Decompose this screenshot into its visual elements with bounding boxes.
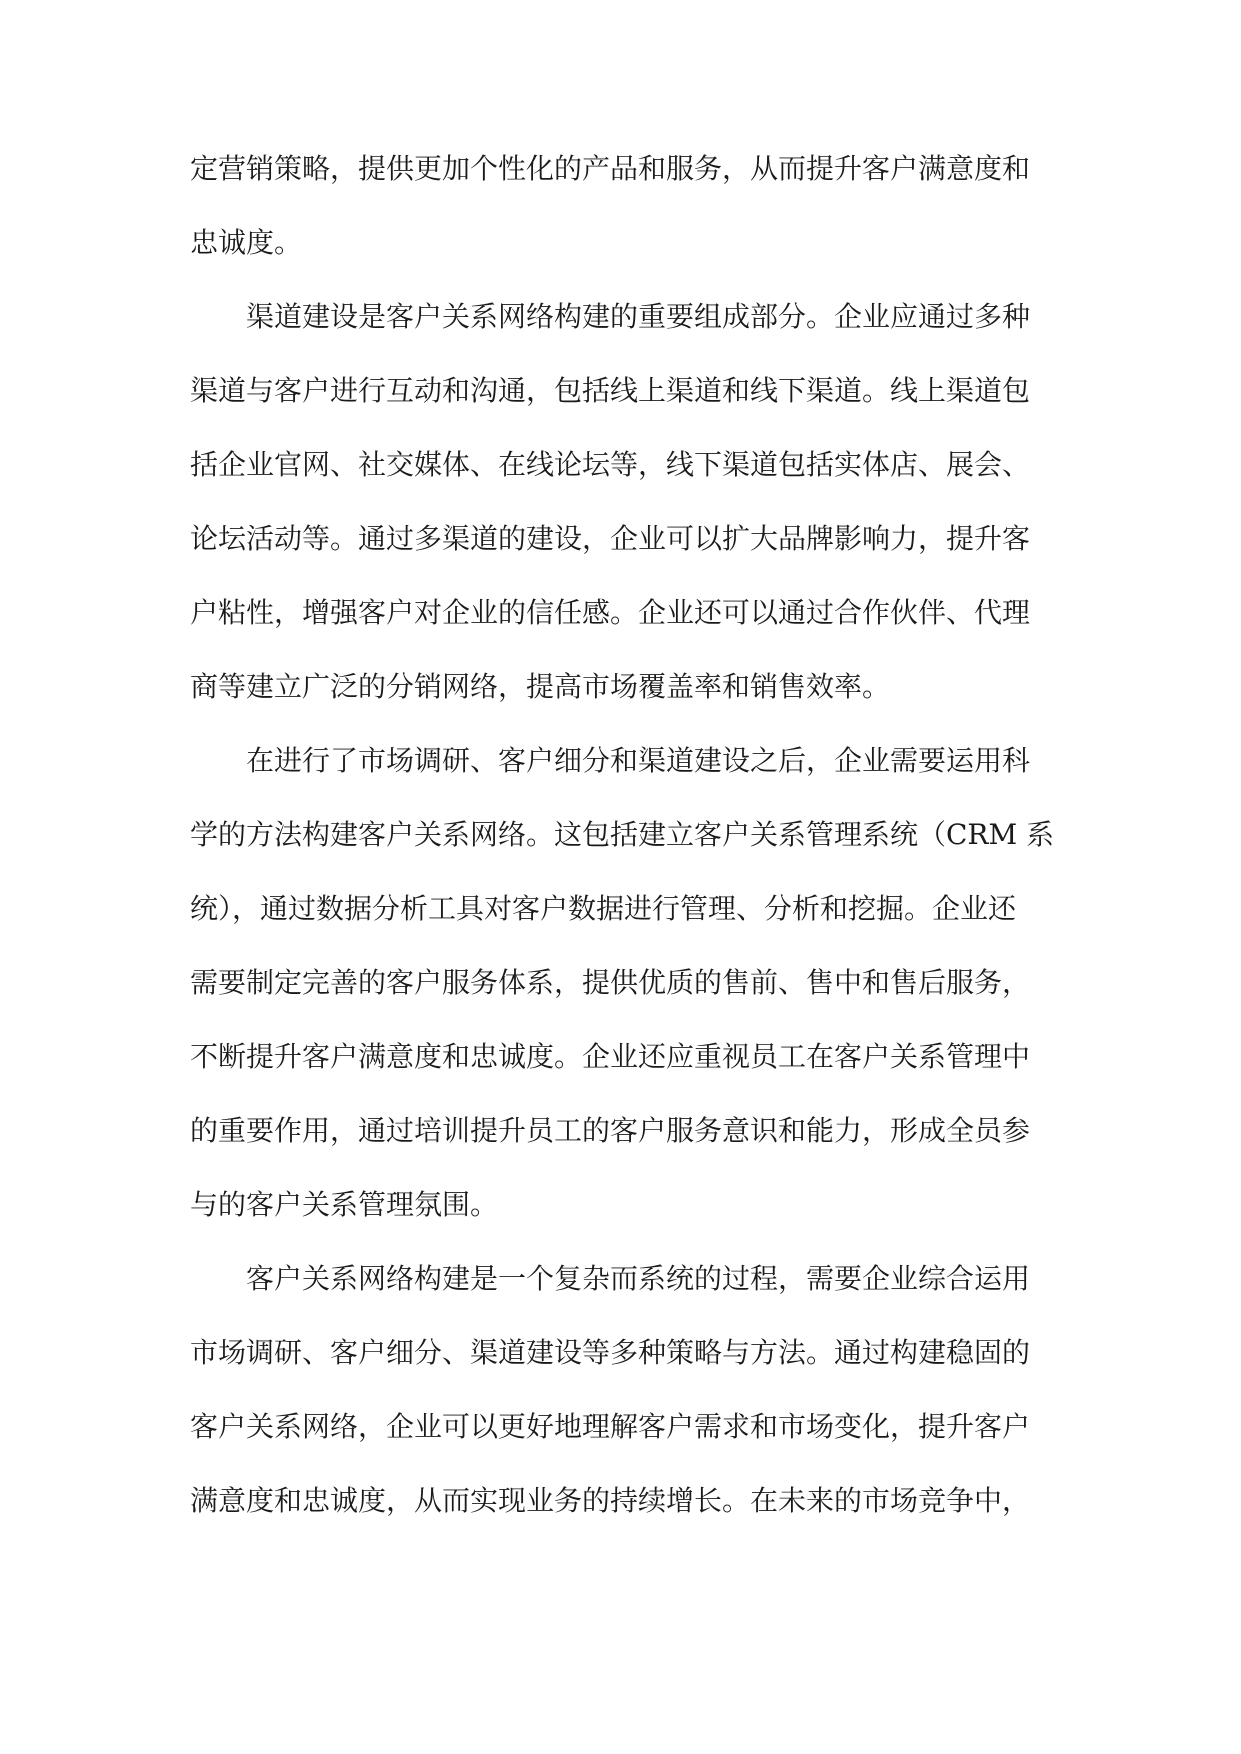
- text-line: 市场调研、客户细分、渠道建设等多种策略与方法。通过构建稳固的: [190, 1336, 1031, 1369]
- text-line: 学的方法构建客户关系网络。这包括建立客户关系管理系统（CRM 系: [190, 818, 1055, 851]
- text-line: 与的客户关系管理氛围。: [190, 1188, 499, 1221]
- text-line: 商等建立广泛的分销网络，提高市场覆盖率和销售效率。: [190, 670, 891, 703]
- text-line: 忠诚度。: [190, 226, 303, 259]
- body-text: [190, 132, 1064, 1538]
- text-line: 统），通过数据分析工具对客户数据进行管理、分析和挖掘。企业还: [190, 892, 1017, 925]
- text-line: 论坛活动等。通过多渠道的建设，企业可以扩大品牌影响力，提升客: [190, 522, 1031, 555]
- text-line: 不断提升客户满意度和忠诚度。企业还应重视员工在客户关系管理中: [190, 1040, 1031, 1073]
- text-line: 的重要作用，通过培训提升员工的客户服务意识和能力，形成全员参: [190, 1114, 1031, 1147]
- paragraph-first-line: 客户关系网络构建是一个复杂而系统的过程，需要企业综合运用: [246, 1262, 1031, 1295]
- text-line: 括企业官网、社交媒体、在线论坛等，线下渠道包括实体店、展会、: [190, 448, 1031, 481]
- paragraph-first-line: 渠道建设是客户关系网络构建的重要组成部分。企业应通过多种: [246, 300, 1031, 333]
- text-line: 渠道与客户进行互动和沟通，包括线上渠道和线下渠道。线上渠道包: [190, 374, 1031, 407]
- text-line: 户粘性，增强客户对企业的信任感。企业还可以通过合作伙伴、代理: [190, 596, 1031, 629]
- text-line: 需要制定完善的客户服务体系，提供优质的售前、售中和售后服务，: [190, 966, 1031, 999]
- text-line: 满意度和忠诚度，从而实现业务的持续增长。在未来的市场竞争中，: [190, 1484, 1031, 1517]
- text-line: 客户关系网络，企业可以更好地理解客户需求和市场变化，提升客户: [190, 1410, 1031, 1443]
- paragraph-first-line: 在进行了市场调研、客户细分和渠道建设之后，企业需要运用科: [246, 744, 1031, 777]
- text-line: 定营销策略，提供更加个性化的产品和服务，从而提升客户满意度和: [190, 152, 1031, 185]
